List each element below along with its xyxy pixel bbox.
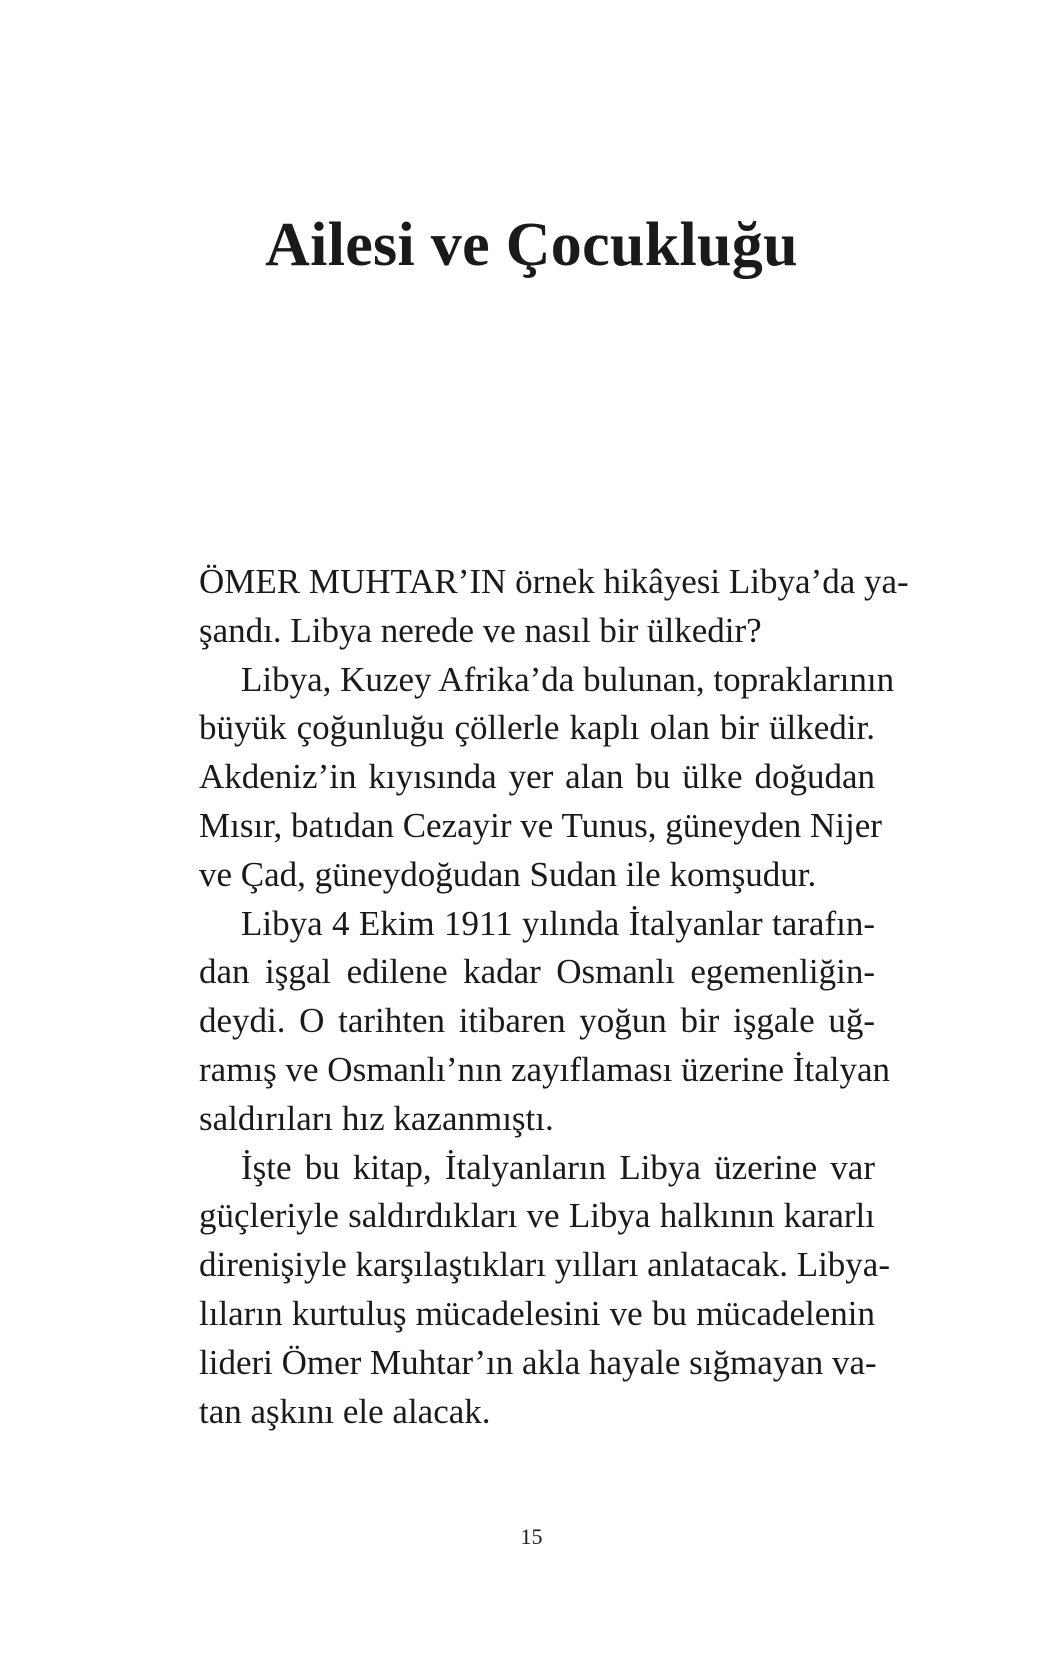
paragraph-1-line-2: şandı. Libya nerede ve nasıl bir ülkedir? — [199, 610, 762, 650]
body-text — [199, 558, 909, 1436]
paragraph-3-line-2: dan işgal edilene kadar Osmanlı egemenliğin- — [199, 952, 875, 992]
paragraph-3-line-1: Libya 4 Ekim 1911 yılında İtalyanlar tarafın- — [241, 903, 875, 943]
paragraph-2-line-4: Mısır, batıdan Cezayir ve Tunus, güneyden Nijer — [199, 805, 882, 845]
paragraph-3-line-3: deydi. O tarihten itibaren yoğun bir işgale uğ- — [199, 1001, 875, 1041]
paragraph-4-line-4: lıların kurtuluş mücadelesini ve bu mücadelenin — [199, 1293, 875, 1333]
paragraph-4-line-3: direnişiyle karşılaştıkları yılları anlatacak. Libya- — [199, 1245, 890, 1285]
paragraph-4-line-5: lideri Ömer Muhtar’ın akla hayale sığmayan va- — [199, 1342, 877, 1382]
paragraph-4-line-2: güçleriyle saldırdıkları ve Libya halkının kararlı — [199, 1196, 875, 1236]
paragraph-3-line-4: ramış ve Osmanlı’nın zayıflaması üzerine İtalyan — [199, 1049, 890, 1089]
paragraph-2-line-1: Libya, Kuzey Afrika’da bulunan, topraklarının — [241, 659, 895, 699]
paragraph-1-line-1: ÖMER MUHTAR’IN örnek hikâyesi Libya’da ya- — [199, 562, 909, 601]
paragraph-4-line-1: İşte bu kitap, İtalyanların Libya üzerine var — [241, 1147, 875, 1187]
paragraph-2-line-2: büyük çoğunluğu çöllerle kaplı olan bir ülkedir. — [199, 708, 875, 748]
paragraph-4-line-6: tan aşkını ele alacak. — [199, 1391, 491, 1431]
page-number: 15 — [520, 1524, 543, 1549]
paragraph-2-line-3: Akdeniz’in kıyısında yer alan bu ülke doğudan — [199, 757, 875, 797]
chapter-title: Ailesi ve Çocukluğu — [265, 211, 798, 279]
paragraph-3-line-5: saldırıları hız kazanmıştı. — [199, 1098, 554, 1138]
paragraph-2-line-5: ve Çad, güneydoğudan Sudan ile komşudur. — [199, 854, 817, 894]
